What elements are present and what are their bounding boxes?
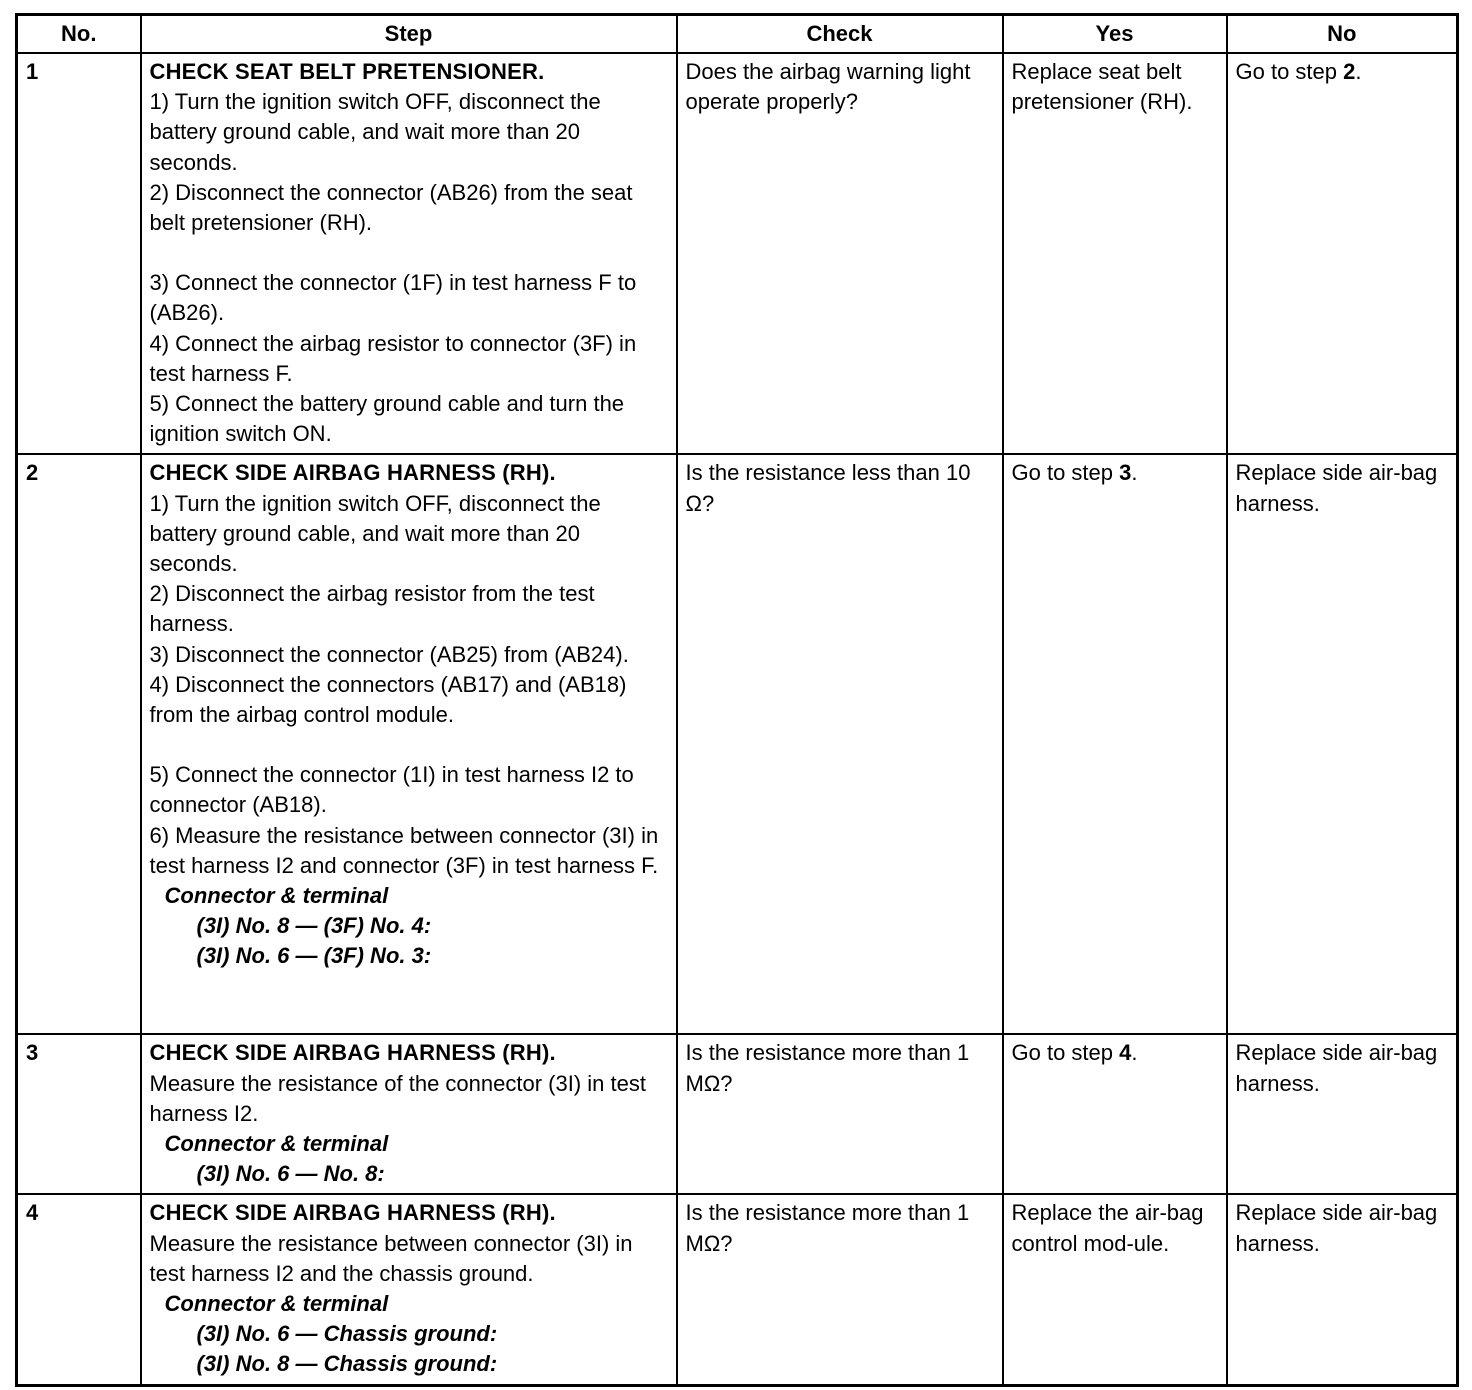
step-cell [141, 53, 677, 454]
header-no-result: No [1227, 15, 1458, 54]
step-cell [141, 454, 677, 1034]
table-header-row [17, 15, 1458, 54]
yes-action: Go to step [1011, 1040, 1114, 1066]
step-instruction: Measure the resistance between connector (3I) in test harness I2 and the chassis ground. [149, 1230, 633, 1286]
yes-action: Go to step [1011, 460, 1114, 486]
no-cell: Replace side air-bag harness. [1227, 1194, 1458, 1385]
check-cell: Does the airbag warning light operate properly? [677, 53, 1003, 454]
header-no: No. [17, 15, 141, 54]
spacer [150, 238, 668, 268]
step-instruction: 5) Connect the connector (1I) in test harness I2 to connector (AB18). [149, 762, 634, 818]
check-cell: Is the resistance more than 1 MΩ? [677, 1194, 1003, 1385]
step-instruction: 6) Measure the resistance between connector (3I) in test harness I2 and connector (3F) in test harness F. [149, 822, 659, 878]
step-instruction: Measure the resistance of the connector (3I) in test harness I2. [149, 1070, 646, 1126]
yes-cell: Replace the air-bag control mod-ule. [1003, 1194, 1227, 1385]
yes-cell: Go to step 3. [1003, 454, 1227, 1034]
yes-cell: Go to step 4. [1003, 1034, 1227, 1194]
no-cell: Go to step 2. [1227, 53, 1458, 454]
spacer [150, 730, 668, 760]
connector-terminal: (3I) No. 8 — Chassis ground: [196, 1351, 498, 1377]
table-row [17, 1034, 1458, 1194]
step-title: CHECK SIDE AIRBAG HARNESS (RH). [149, 1040, 556, 1066]
connector-terminal: (3I) No. 8 — (3F) No. 4: [196, 913, 432, 939]
step-number: 3 [17, 1034, 141, 1194]
no-cell: Replace side air-bag harness. [1227, 454, 1458, 1034]
step-instruction: 2) Disconnect the airbag resistor from the test harness. [149, 581, 595, 637]
header-check: Check [677, 15, 1003, 54]
connector-label: Connector & terminal [164, 1131, 389, 1157]
connector-terminal: (3I) No. 6 — Chassis ground: [196, 1321, 498, 1347]
diagnostic-table [15, 13, 1459, 1387]
step-instruction: 3) Disconnect the connector (AB25) from (AB24). [149, 641, 629, 667]
step-title: CHECK SIDE AIRBAG HARNESS (RH). [149, 1200, 556, 1226]
table-row [17, 454, 1458, 1034]
step-reference: 2 [1343, 59, 1356, 84]
connector-label: Connector & terminal [164, 1291, 389, 1317]
header-step: Step [141, 15, 677, 54]
step-reference: 3 [1119, 460, 1132, 486]
step-instruction: 5) Connect the battery ground cable and turn the ignition switch ON. [149, 391, 625, 447]
table-row [17, 1194, 1458, 1385]
step-title: CHECK SEAT BELT PRETENSIONER. [149, 59, 545, 84]
step-number: 2 [17, 454, 141, 1034]
no-cell: Replace side air-bag harness. [1227, 1034, 1458, 1194]
step-instruction: 2) Disconnect the connector (AB26) from the seat belt pretensioner (RH). [149, 179, 633, 236]
check-cell: Is the resistance more than 1 MΩ? [677, 1034, 1003, 1194]
step-instruction: 4) Disconnect the connectors (AB17) and (AB18) from the airbag control module. [149, 671, 627, 728]
step-instruction: 4) Connect the airbag resistor to connector (3F) in test harness F. [149, 330, 637, 386]
step-instruction: 1) Turn the ignition switch OFF, disconnect the battery ground cable, and wait more than 20 seconds. [149, 490, 601, 577]
step-reference: 4 [1119, 1040, 1132, 1066]
step-cell [141, 1034, 677, 1194]
no-action: Go to step [1235, 59, 1338, 84]
step-instruction: 3) Connect the connector (1F) in test harness F to (AB26). [149, 270, 637, 326]
check-cell: Is the resistance less than 10 Ω? [677, 454, 1003, 1034]
step-number: 1 [17, 53, 141, 454]
step-instruction: 1) Turn the ignition switch OFF, disconnect the battery ground cable, and wait more than 20 seconds. [149, 89, 601, 175]
connector-terminal: (3I) No. 6 — No. 8: [196, 1161, 385, 1187]
connector-terminal: (3I) No. 6 — (3F) No. 3: [196, 943, 432, 969]
yes-cell: Replace seat belt pretensioner (RH). [1003, 53, 1227, 454]
header-yes: Yes [1003, 15, 1227, 54]
table-row [17, 53, 1458, 454]
step-number: 4 [17, 1194, 141, 1385]
step-cell [141, 1194, 677, 1385]
step-title: CHECK SIDE AIRBAG HARNESS (RH). [149, 460, 556, 486]
connector-label: Connector & terminal [164, 883, 389, 909]
